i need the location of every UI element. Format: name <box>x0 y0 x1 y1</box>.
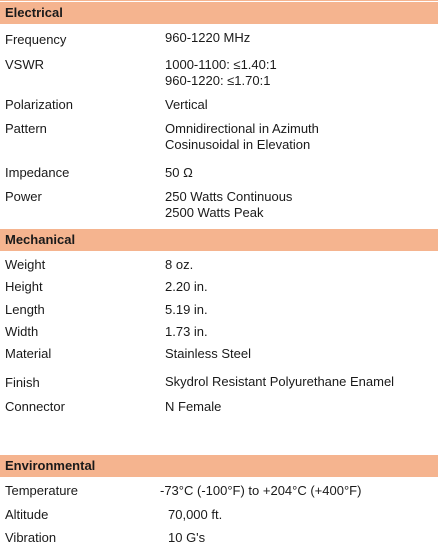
section-header-environmental: Environmental <box>0 455 438 477</box>
spec-value-weight <box>165 257 193 273</box>
spec-value-polarization <box>165 97 208 113</box>
spec-value-temperature <box>160 483 361 499</box>
spec-value-line: 50 Ω <box>165 165 193 180</box>
spec-value-line: Vertical <box>165 97 208 112</box>
spec-value-line: 1000-1100: ≤1.40:1 <box>165 57 277 72</box>
spec-value-line: 960-1220: ≤1.70:1 <box>165 73 271 88</box>
spec-value-power <box>165 189 292 221</box>
spec-label-polarization: Polarization <box>5 97 73 112</box>
spec-label-length: Length <box>5 302 45 317</box>
spec-label-altitude: Altitude <box>5 507 49 522</box>
spec-label-temperature: Temperature <box>5 483 78 498</box>
spec-label-width: Width <box>5 324 39 339</box>
spec-value-width <box>165 324 208 340</box>
spec-value-line: N Female <box>165 399 222 414</box>
spec-value-height <box>165 279 208 295</box>
spec-value-line: 250 Watts Continuous <box>165 189 293 204</box>
spec-value-altitude <box>168 507 222 523</box>
spec-value-line: Skydrol Resistant Polyurethane Enamel <box>165 374 395 389</box>
section-header-mechanical: Mechanical <box>0 229 438 251</box>
spec-value-vswr <box>165 57 277 89</box>
spec-value-line: 2500 Watts Peak <box>165 205 264 220</box>
section-header-electrical: Electrical <box>0 2 438 24</box>
spec-value-line: 1.73 in. <box>165 324 208 339</box>
spec-label-vswr: VSWR <box>5 57 44 72</box>
spec-label-height: Height <box>5 279 43 294</box>
spec-label-frequency: Frequency <box>5 32 67 47</box>
spec-label-power: Power <box>5 189 42 204</box>
spec-label-pattern: Pattern <box>5 121 47 136</box>
spec-value-line: 2.20 in. <box>165 279 208 294</box>
spec-label-weight: Weight <box>5 257 46 272</box>
spec-label-impedance: Impedance <box>5 165 70 180</box>
spec-value-line: Stainless Steel <box>165 346 251 361</box>
spec-value-line: Omnidirectional in Azimuth <box>165 121 319 136</box>
spec-value-length <box>165 302 208 318</box>
spec-label-material: Material <box>5 346 52 361</box>
spec-value-finish <box>165 374 394 390</box>
spec-value-line: -73°C (-100°F) to +204°C (+400°F) <box>160 483 362 498</box>
spec-value-line: 5.19 in. <box>165 302 208 317</box>
spec-value-impedance <box>165 165 193 181</box>
spec-value-material <box>165 346 251 362</box>
top-divider <box>0 0 438 1</box>
spec-value-line: 960-1220 MHz <box>165 30 251 45</box>
spec-label-vibration: Vibration <box>5 530 57 545</box>
spec-value-line: Cosinusoidal in Elevation <box>165 137 311 152</box>
spec-value-line: 70,000 ft. <box>168 507 223 522</box>
spec-value-connector <box>165 399 221 415</box>
spec-value-line: 10 G's <box>168 530 206 545</box>
spec-value-line: 8 oz. <box>165 257 194 272</box>
spec-label-finish: Finish <box>5 375 40 390</box>
spec-value-frequency <box>165 30 250 46</box>
spec-value-vibration <box>168 530 205 546</box>
spec-value-pattern <box>165 121 319 153</box>
spec-label-connector: Connector <box>5 399 65 414</box>
